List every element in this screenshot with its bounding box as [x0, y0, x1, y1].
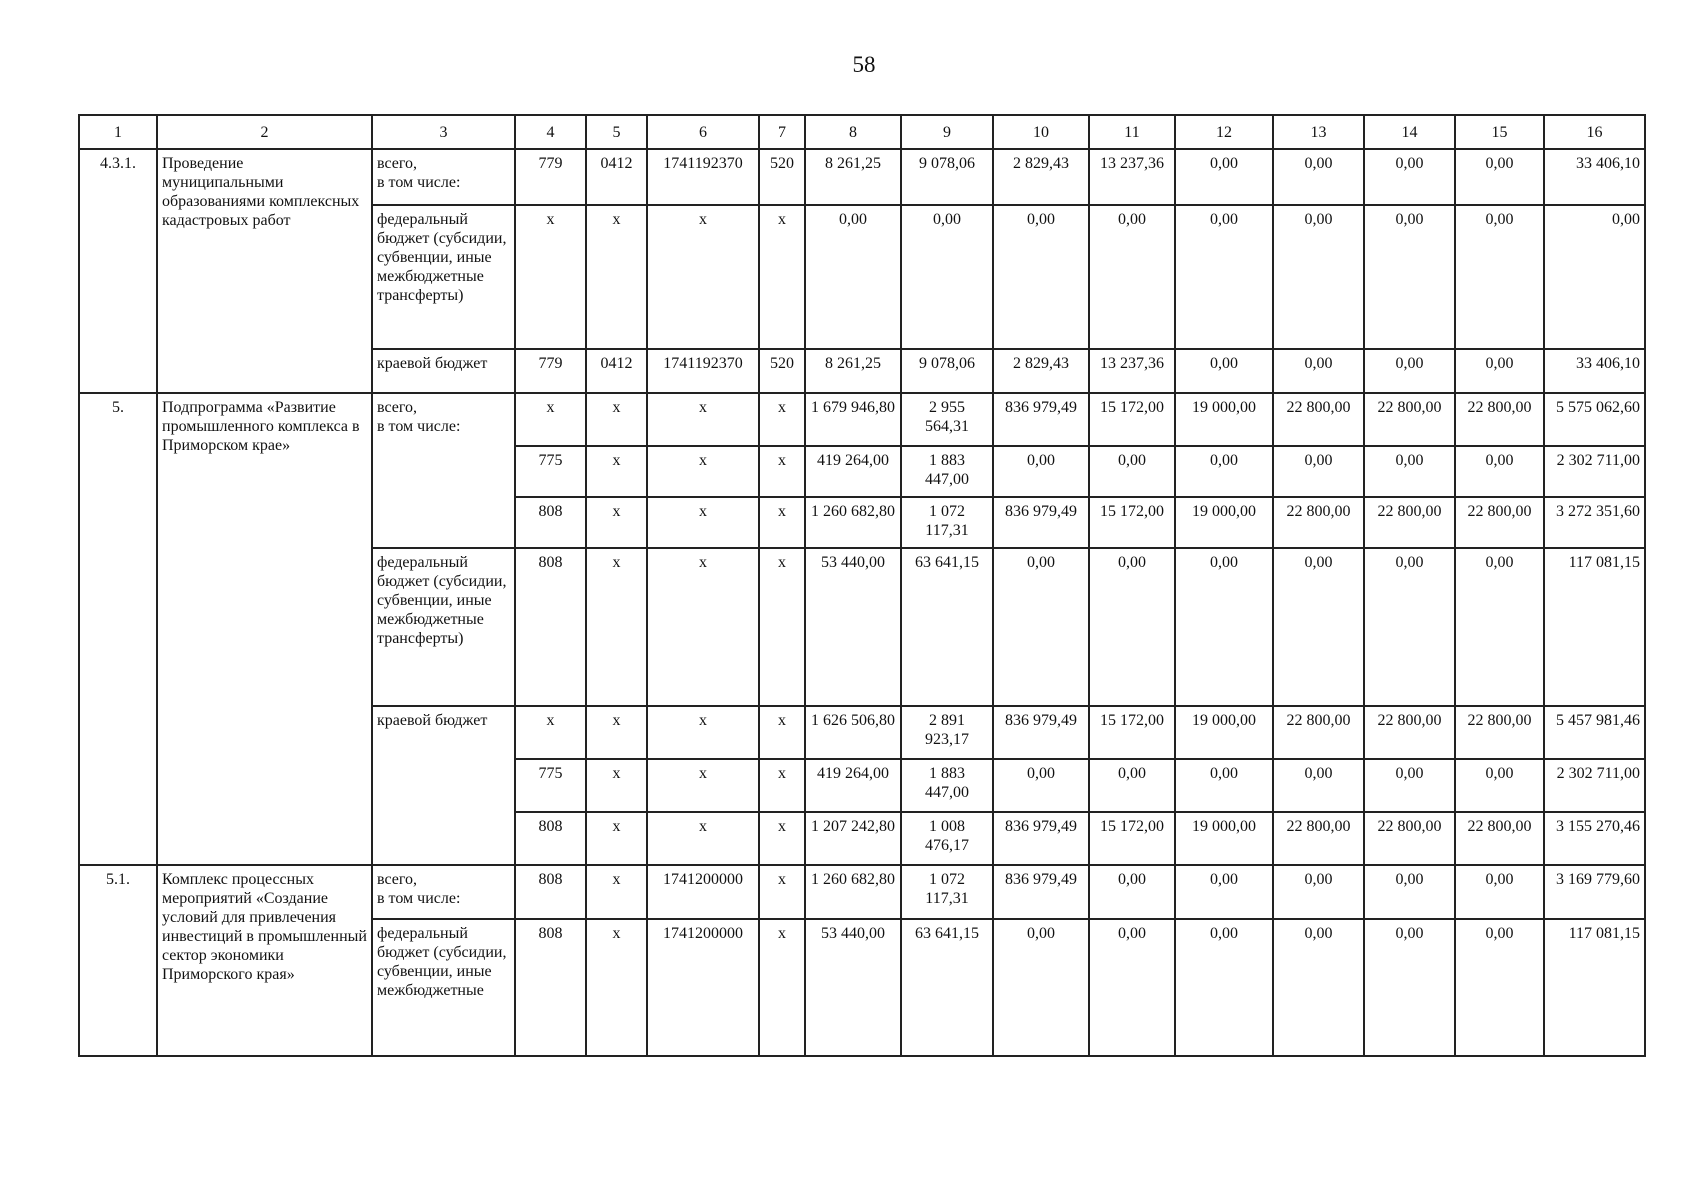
table-cell: 8 261,25	[805, 349, 901, 393]
table-cell: 0,00	[1175, 548, 1273, 706]
table-cell: 22 800,00	[1364, 812, 1455, 865]
table-cell: x	[586, 812, 647, 865]
table-cell: 0,00	[1544, 205, 1645, 349]
table-cell: 63 641,15	[901, 919, 993, 1056]
row-index: 4.3.1.	[79, 149, 157, 393]
table-cell: 22 800,00	[1364, 497, 1455, 548]
table-cell: x	[647, 706, 759, 759]
table-cell: x	[586, 446, 647, 497]
table-cell: x	[586, 865, 647, 919]
table-cell: 22 800,00	[1364, 393, 1455, 446]
table-cell: 775	[515, 446, 586, 497]
table-cell: 15 172,00	[1089, 706, 1175, 759]
table-row	[79, 149, 1645, 205]
table-cell: 0,00	[1175, 205, 1273, 349]
table-cell: 808	[515, 812, 586, 865]
table-cell: x	[586, 548, 647, 706]
table-cell: 33 406,10	[1544, 149, 1645, 205]
table-cell: 1 626 506,80	[805, 706, 901, 759]
table-cell: x	[759, 548, 805, 706]
table-cell: x	[586, 205, 647, 349]
table-cell: 0,00	[993, 446, 1089, 497]
table-cell: 520	[759, 149, 805, 205]
table-cell: 0,00	[1455, 149, 1544, 205]
activity-name: Проведение муниципальными образованиями комплексных кадастровых работ	[157, 149, 372, 393]
table-cell: 1 260 682,80	[805, 497, 901, 548]
column-header: 10	[993, 115, 1089, 149]
activity-name: Комплекс процессных мероприятий «Создание условий для привлечения инвестиций в промышленный сектор экономики Приморского края»	[157, 865, 372, 1056]
table-cell: 22 800,00	[1455, 706, 1544, 759]
table-cell: 22 800,00	[1273, 393, 1364, 446]
table-cell: x	[759, 865, 805, 919]
table-cell: x	[759, 393, 805, 446]
table-cell: 22 800,00	[1364, 706, 1455, 759]
table-cell: 0,00	[1455, 205, 1544, 349]
table-cell: 0,00	[993, 548, 1089, 706]
table-cell: 3 155 270,46	[1544, 812, 1645, 865]
table-cell: x	[647, 812, 759, 865]
table-cell: 2 829,43	[993, 149, 1089, 205]
page-number: 58	[852, 52, 876, 77]
row-index: 5.1.	[79, 865, 157, 1056]
table-cell: x	[759, 706, 805, 759]
table-cell: x	[647, 446, 759, 497]
table-cell: 1 883 447,00	[901, 759, 993, 812]
column-header: 5	[586, 115, 647, 149]
table-cell: 0,00	[1364, 349, 1455, 393]
column-header: 1	[79, 115, 157, 149]
funding-source: федеральный бюджет (субсидии, субвенции, иные межбюджетные трансферты)	[372, 548, 515, 706]
table-cell: 0,00	[1273, 349, 1364, 393]
table-cell: 0,00	[993, 919, 1089, 1056]
table-cell: 0,00	[1175, 149, 1273, 205]
table-cell: 419 264,00	[805, 759, 901, 812]
funding-source: краевой бюджет	[372, 349, 515, 393]
table-cell: 1 207 242,80	[805, 812, 901, 865]
table-cell: x	[759, 205, 805, 349]
table-cell: 1 883 447,00	[901, 446, 993, 497]
table-cell: 0,00	[1364, 919, 1455, 1056]
column-header: 13	[1273, 115, 1364, 149]
column-header: 2	[157, 115, 372, 149]
table-cell: 0,00	[1089, 865, 1175, 919]
table-cell: 836 979,49	[993, 393, 1089, 446]
table-cell: 0,00	[1455, 349, 1544, 393]
table-cell: 22 800,00	[1455, 393, 1544, 446]
table-cell: 1 679 946,80	[805, 393, 901, 446]
table-cell: x	[586, 393, 647, 446]
table-cell: 0,00	[1364, 865, 1455, 919]
table-cell: 0,00	[1175, 919, 1273, 1056]
column-header: 8	[805, 115, 901, 149]
table-cell: x	[759, 812, 805, 865]
table-cell: 19 000,00	[1175, 497, 1273, 548]
table-cell: x	[586, 706, 647, 759]
table-cell: 19 000,00	[1175, 812, 1273, 865]
table-cell: 0,00	[1273, 446, 1364, 497]
table-body	[79, 149, 1645, 1056]
table-cell: x	[586, 759, 647, 812]
table-cell: 0,00	[1089, 548, 1175, 706]
table-cell: 13 237,36	[1089, 149, 1175, 205]
table-cell: 15 172,00	[1089, 812, 1175, 865]
table-cell: 0,00	[1455, 446, 1544, 497]
column-header: 7	[759, 115, 805, 149]
table-cell: 779	[515, 149, 586, 205]
table-cell: 836 979,49	[993, 497, 1089, 548]
table-cell: 1 072 117,31	[901, 865, 993, 919]
table-cell: 0,00	[901, 205, 993, 349]
table-cell: 1 072 117,31	[901, 497, 993, 548]
table-cell: 0,00	[1364, 446, 1455, 497]
table-cell: x	[647, 548, 759, 706]
table-cell: x	[586, 919, 647, 1056]
table-cell: 2 829,43	[993, 349, 1089, 393]
table-cell: 22 800,00	[1273, 497, 1364, 548]
table-cell: 1741200000	[647, 865, 759, 919]
table-cell: 3 169 779,60	[1544, 865, 1645, 919]
table-cell: 0,00	[805, 205, 901, 349]
table-cell: x	[647, 205, 759, 349]
column-header: 3	[372, 115, 515, 149]
column-header: 4	[515, 115, 586, 149]
table-cell: x	[759, 497, 805, 548]
table-cell: 1 260 682,80	[805, 865, 901, 919]
column-header: 11	[1089, 115, 1175, 149]
table-cell: 0,00	[1364, 205, 1455, 349]
table-cell: 520	[759, 349, 805, 393]
table-cell: 0412	[586, 349, 647, 393]
table-cell: 2 302 711,00	[1544, 759, 1645, 812]
funding-source: всего, в том числе:	[372, 865, 515, 919]
funding-source: краевой бюджет	[372, 706, 515, 865]
table-cell: 53 440,00	[805, 919, 901, 1056]
table-cell: 19 000,00	[1175, 393, 1273, 446]
table-cell: 19 000,00	[1175, 706, 1273, 759]
table-cell: 0,00	[1455, 865, 1544, 919]
table-cell: 0,00	[1089, 446, 1175, 497]
table-cell: 8 261,25	[805, 149, 901, 205]
table-cell: 15 172,00	[1089, 497, 1175, 548]
table-cell: 775	[515, 759, 586, 812]
table-cell: 1741200000	[647, 919, 759, 1056]
table-cell: 22 800,00	[1455, 497, 1544, 548]
table-cell: 1 008 476,17	[901, 812, 993, 865]
table-cell: x	[647, 497, 759, 548]
table-cell: 117 081,15	[1544, 919, 1645, 1056]
budget-table	[78, 114, 1646, 1057]
table-cell: 0,00	[1273, 919, 1364, 1056]
table-cell: 0,00	[1455, 548, 1544, 706]
table-cell: 808	[515, 497, 586, 548]
table-cell: 0,00	[1273, 759, 1364, 812]
table-cell: 2 955 564,31	[901, 393, 993, 446]
table-cell: 836 979,49	[993, 812, 1089, 865]
table-cell: 63 641,15	[901, 548, 993, 706]
table-cell: 22 800,00	[1273, 706, 1364, 759]
table-cell: 0,00	[1364, 548, 1455, 706]
table-cell: 836 979,49	[993, 706, 1089, 759]
table-cell: 2 891 923,17	[901, 706, 993, 759]
table-cell: x	[515, 706, 586, 759]
table-cell: x	[586, 497, 647, 548]
column-header: 9	[901, 115, 993, 149]
funding-source: всего, в том числе:	[372, 393, 515, 548]
row-index: 5.	[79, 393, 157, 865]
table-cell: 836 979,49	[993, 865, 1089, 919]
column-header: 14	[1364, 115, 1455, 149]
table-cell: 808	[515, 919, 586, 1056]
table-cell: 0,00	[1175, 446, 1273, 497]
table-cell: 5 575 062,60	[1544, 393, 1645, 446]
table-cell: x	[759, 446, 805, 497]
table-cell: x	[515, 393, 586, 446]
table-cell: 0,00	[1455, 919, 1544, 1056]
table-cell: 0412	[586, 149, 647, 205]
table-cell: 1741192370	[647, 149, 759, 205]
funding-source: федеральный бюджет (субсидии, субвенции, иные межбюджетные трансферты)	[372, 205, 515, 349]
funding-source: всего, в том числе:	[372, 149, 515, 205]
table-cell: 0,00	[993, 205, 1089, 349]
table-cell: 0,00	[1455, 759, 1544, 812]
table-cell: x	[647, 759, 759, 812]
table-cell: 0,00	[1089, 919, 1175, 1056]
table-cell: 0,00	[1089, 205, 1175, 349]
table-cell: 9 078,06	[901, 149, 993, 205]
table-cell: 0,00	[1175, 759, 1273, 812]
table-cell: 1741192370	[647, 349, 759, 393]
table-cell: x	[647, 393, 759, 446]
column-header: 6	[647, 115, 759, 149]
table-cell: 33 406,10	[1544, 349, 1645, 393]
table-cell: 22 800,00	[1455, 812, 1544, 865]
table-cell: 2 302 711,00	[1544, 446, 1645, 497]
column-header: 16	[1544, 115, 1645, 149]
table-row	[79, 393, 1645, 446]
table-cell: 0,00	[1089, 759, 1175, 812]
table-cell: 0,00	[1364, 759, 1455, 812]
table-cell: 0,00	[1273, 548, 1364, 706]
column-header: 12	[1175, 115, 1273, 149]
table-cell: 0,00	[1175, 865, 1273, 919]
table-cell: x	[759, 919, 805, 1056]
table-cell: 53 440,00	[805, 548, 901, 706]
table-cell: 779	[515, 349, 586, 393]
table-cell: 13 237,36	[1089, 349, 1175, 393]
table-cell: 5 457 981,46	[1544, 706, 1645, 759]
table-row	[79, 865, 1645, 919]
table-cell: 22 800,00	[1273, 812, 1364, 865]
table-cell: 0,00	[1273, 865, 1364, 919]
table-cell: 117 081,15	[1544, 548, 1645, 706]
table-cell: 808	[515, 865, 586, 919]
table-cell: 0,00	[1273, 205, 1364, 349]
column-header: 15	[1455, 115, 1544, 149]
table-cell: 419 264,00	[805, 446, 901, 497]
table-cell: 3 272 351,60	[1544, 497, 1645, 548]
table-cell: 0,00	[1175, 349, 1273, 393]
table-cell: 15 172,00	[1089, 393, 1175, 446]
table-cell: 9 078,06	[901, 349, 993, 393]
activity-name: Подпрограмма «Развитие промышленного комплекса в Приморском крае»	[157, 393, 372, 865]
table-cell: 0,00	[1364, 149, 1455, 205]
table-cell: 0,00	[993, 759, 1089, 812]
table-cell: 0,00	[1273, 149, 1364, 205]
header-row	[79, 115, 1645, 149]
table-cell: 808	[515, 548, 586, 706]
table-cell: x	[759, 759, 805, 812]
table-cell: x	[515, 205, 586, 349]
funding-source: федеральный бюджет (субсидии, субвенции, иные межбюджетные	[372, 919, 515, 1056]
